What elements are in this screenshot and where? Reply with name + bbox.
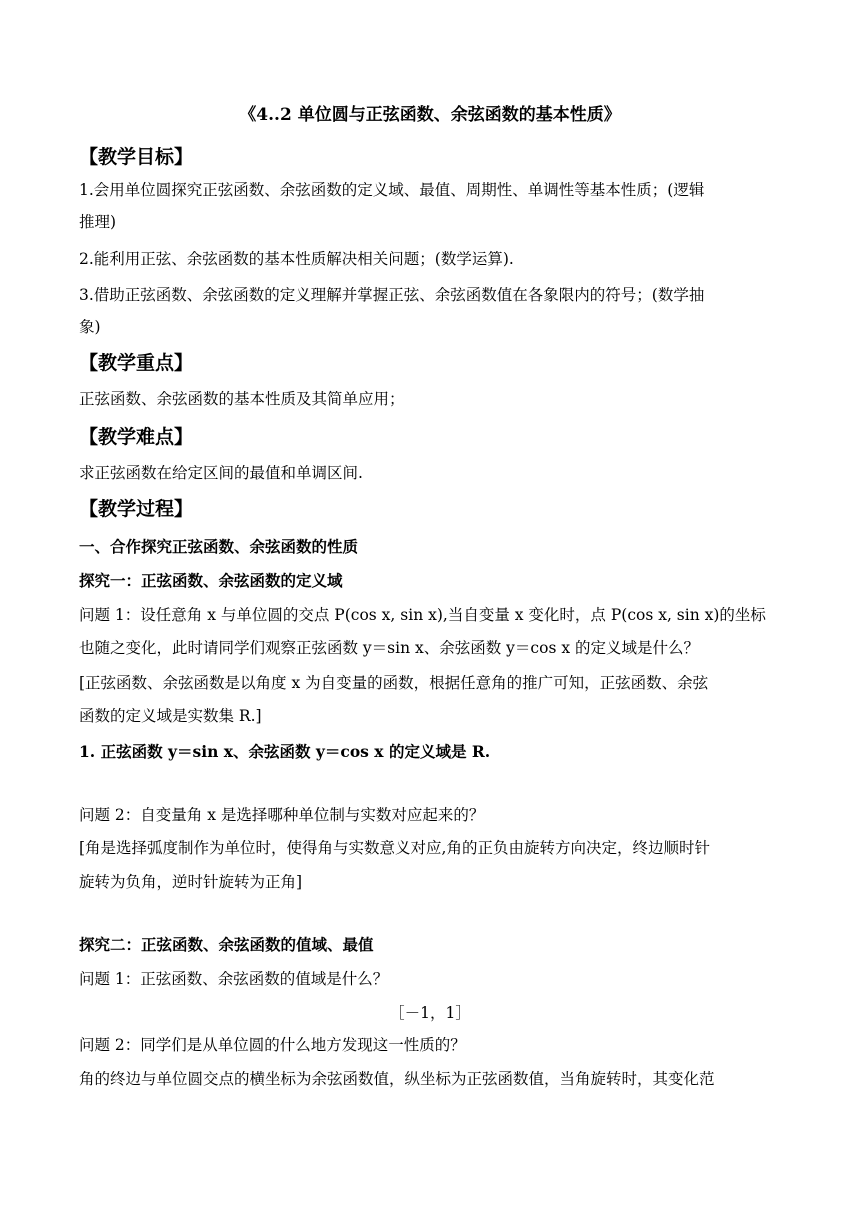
- section-heading-objectives: 【教学目标】: [79, 146, 194, 168]
- section-heading-key-points: 【教学重点】: [79, 352, 194, 374]
- explore-heading: 探究一：正弦函数、余弦函数的定义域: [79, 571, 343, 590]
- explore-heading: 探究二：正弦函数、余弦函数的值域、最值: [79, 935, 374, 954]
- objective-line: 象): [79, 318, 101, 336]
- objective-line: 1.会用单位圆探究正弦函数、余弦函数的定义域、最值、周期性、单调性等基本性质；(逻辑: [79, 181, 705, 199]
- objective-line: 推理): [79, 213, 117, 231]
- answer-line: [正弦函数、余弦函数是以角度 x 为自变量的函数，根据任意角的推广可知，正弦函数、余弦: [79, 674, 709, 692]
- objective-line: 3.借助正弦函数、余弦函数的定义理解并掌握正弦、余弦函数值在各象限内的符号；(数学抽: [79, 286, 705, 304]
- objective-line: 2.能利用正弦、余弦函数的基本性质解决相关问题；(数学运算).: [79, 250, 514, 268]
- section-heading-difficulties: 【教学难点】: [79, 426, 194, 448]
- question-line: 问题 2：同学们是从单位圆的什么地方发现这一性质的？: [79, 1036, 466, 1054]
- part-heading: 一、合作探究正弦函数、余弦函数的性质: [79, 537, 359, 556]
- answer-line: 角的终边与单位圆交点的横坐标为余弦函数值，纵坐标为正弦函数值，当角旋转时，其变化范: [79, 1070, 715, 1088]
- key-point-text: 正弦函数、余弦函数的基本性质及其简单应用；: [79, 390, 405, 408]
- document-title: 《4..2 单位圆与正弦函数、余弦函数的基本性质》: [239, 105, 621, 125]
- question-line: 也随之变化，此时请同学们观察正弦函数 y＝sin x、余弦函数 y＝cos x 的定义域是什么？: [79, 639, 699, 657]
- question-line: 问题 1：设任意角 x 与单位圆的交点 P(cos x, sin x),当自变量 x 变化时，点 P(cos x, sin x)的坐标: [79, 606, 766, 624]
- difficulty-text: 求正弦函数在给定区间的最值和单调区间.: [79, 464, 363, 482]
- answer-line: 函数的定义域是实数集 R.]: [79, 707, 262, 725]
- answer-centered: ［－1，1］: [389, 1004, 471, 1022]
- answer-line: [角是选择弧度制作为单位时，使得角与实数意义对应,角的正负由旋转方向决定，终边顺时针: [79, 839, 710, 857]
- question-line: 问题 2：自变量角 x 是选择哪种单位制与实数对应起来的？: [79, 806, 485, 824]
- question-line: 问题 1：正弦函数、余弦函数的值域是什么？: [79, 970, 389, 988]
- conclusion-line: 1. 正弦函数 y＝sin x、余弦函数 y＝cos x 的定义域是 R.: [79, 742, 491, 761]
- section-heading-process: 【教学过程】: [79, 498, 194, 520]
- answer-line: 旋转为负角，逆时针旋转为正角]: [79, 873, 303, 891]
